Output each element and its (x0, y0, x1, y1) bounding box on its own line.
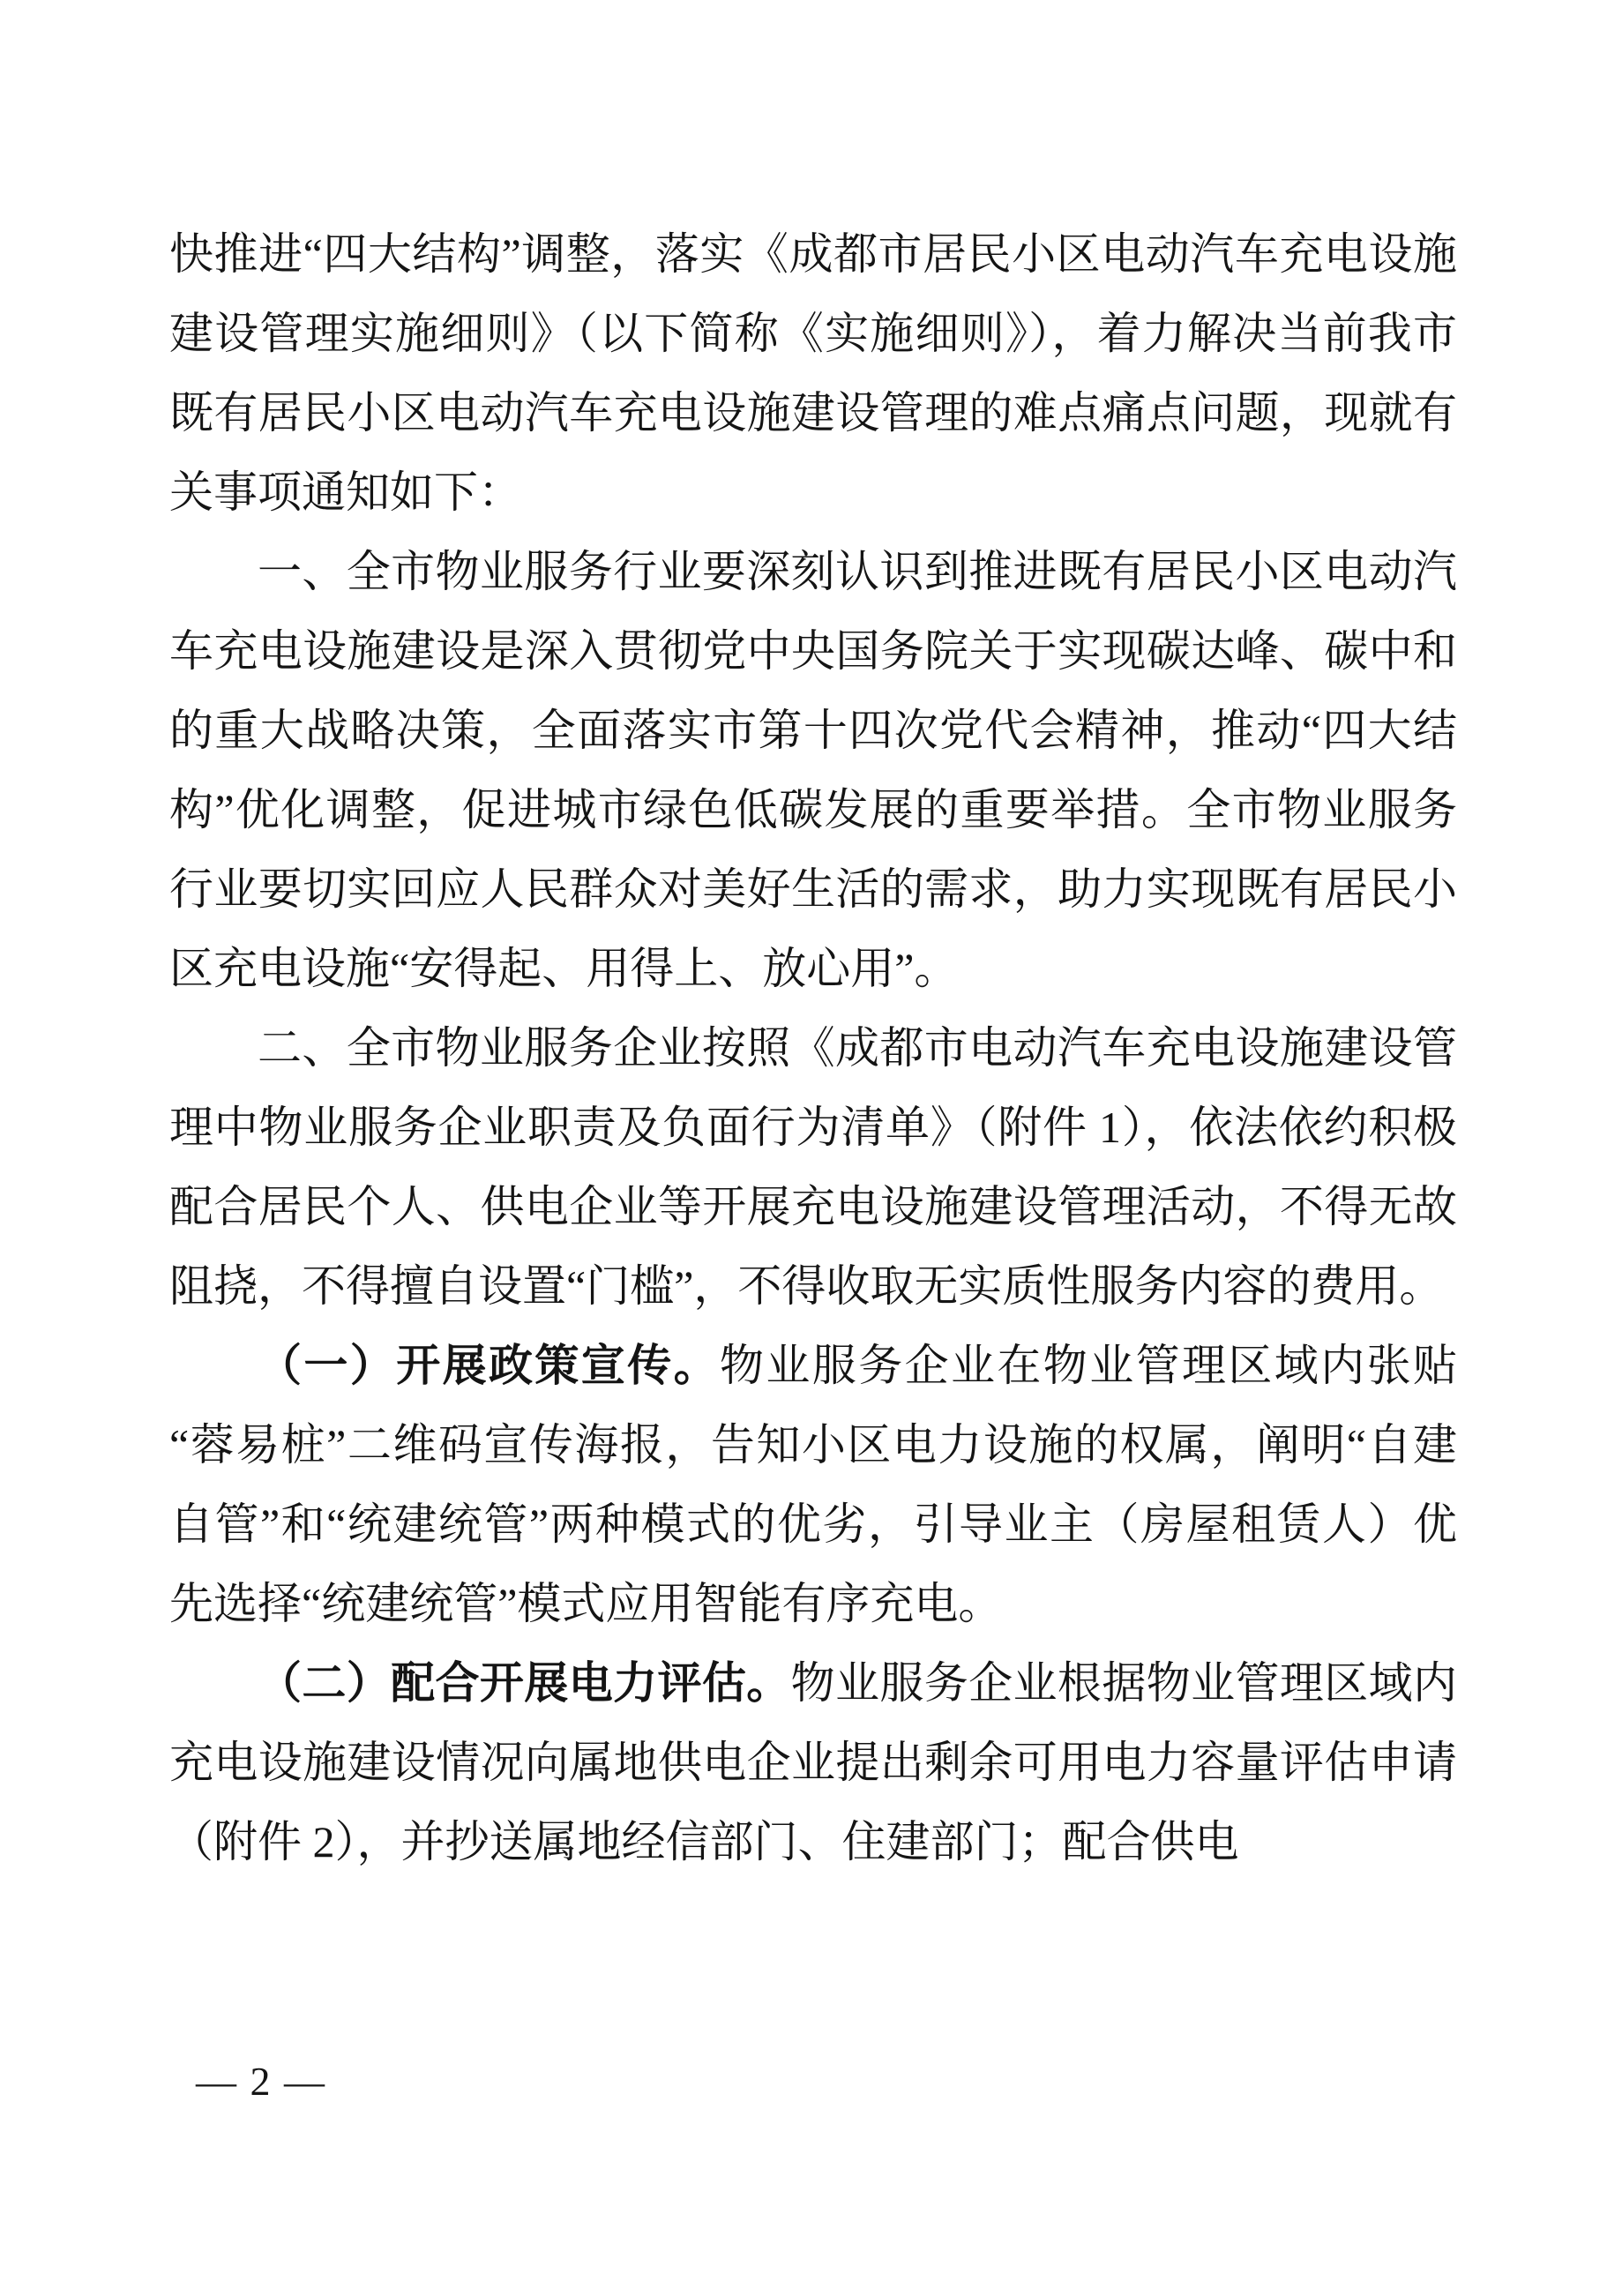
paragraph-4-heading: （一）开展政策宣传。 (258, 1341, 720, 1390)
paragraph-1-text: 快推进“四大结构”调整，落实《成都市居民小区电动汽车充电设施建设管理实施细则》（以下简称《实施细则》），着力解决当前我市既有居民小区电动汽车充电设施建设管理的难点痛点问题，现就有关事项通知如下： (169, 229, 1457, 517)
paragraph-2 (169, 532, 1457, 1008)
paragraph-3 (169, 1008, 1457, 1326)
paragraph-1 (169, 214, 1457, 532)
paragraph-5-heading: （二）配合开展电力评估。 (258, 1658, 791, 1708)
paragraph-2-text: 一、全市物业服务行业要深刻认识到推进既有居民小区电动汽车充电设施建设是深入贯彻党中央国务院关于实现碳达峰、碳中和的重大战略决策，全面落实市第十四次党代会精神，推动“四大结构”优化调整，促进城市绿色低碳发展的重要举措。全市物业服务行业要切实回应人民群众对美好生活的需求，助力实现既有居民小区充电设施“安得起、用得上、放心用”。 (169, 547, 1457, 993)
paragraph-3-text: 二、全市物业服务企业按照《成都市电动汽车充电设施建设管理中物业服务企业职责及负面行为清单》（附件 1），依法依约积极配合居民个人、供电企业等开展充电设施建设管理活动，不得无故阻挠，不得擅自设置“门槛”，不得收取无实质性服务内容的费用。 (169, 1023, 1457, 1311)
paragraph-5-text: 物业服务企业根据物业管理区域内充电设施建设情况向属地供电企业提出剩余可用电力容量评估申请（附件 2），并抄送属地经信部门、住建部门；配合供电 (169, 1658, 1458, 1866)
document-body (169, 214, 1457, 1881)
paragraph-4-text: 物业服务企业在物业管理区域内张贴“蓉易桩”二维码宣传海报，告知小区电力设施的权属，阐明“自建自管”和“统建统管”两种模式的优劣，引导业主（房屋租赁人）优先选择“统建统管”模式应用智能有序充电。 (169, 1341, 1457, 1628)
paragraph-4 (169, 1326, 1457, 1643)
paragraph-5 (169, 1643, 1457, 1881)
page-number: — 2 — (196, 2059, 326, 2104)
